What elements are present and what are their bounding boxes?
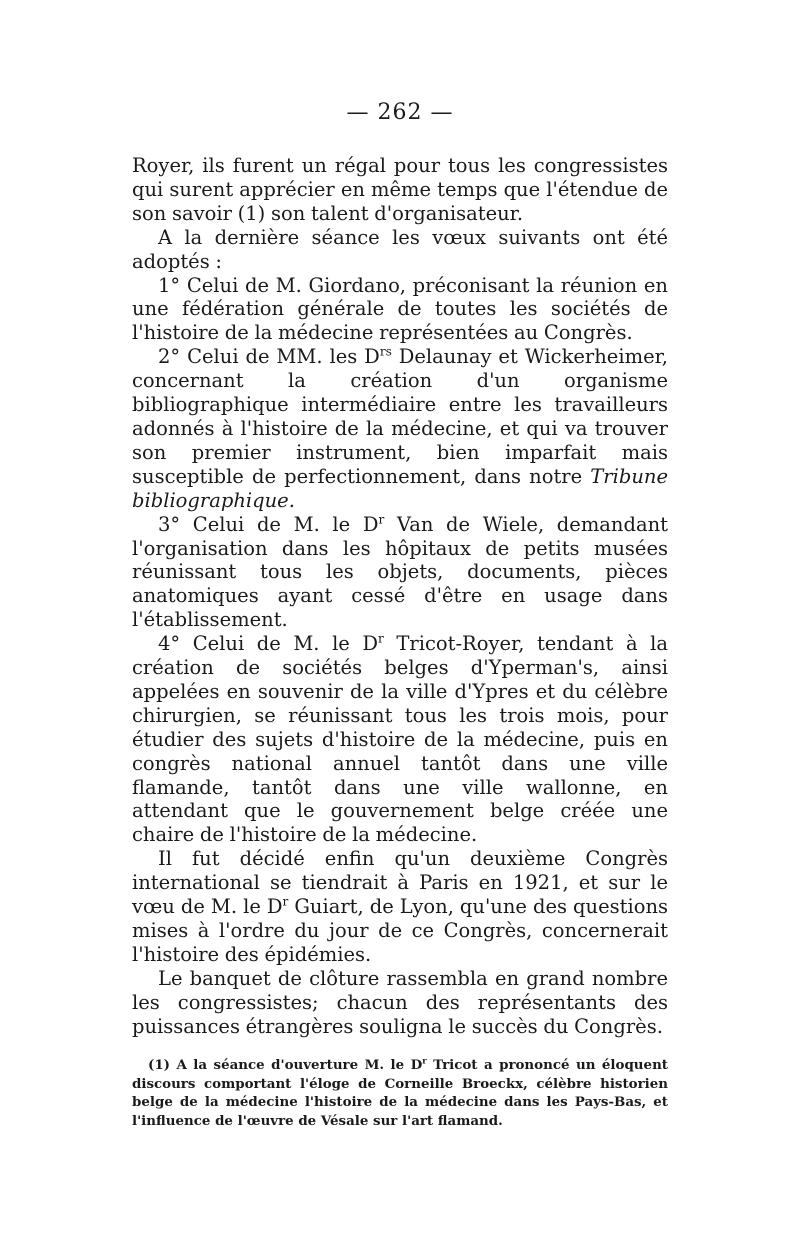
paragraph-5-superscript: r [378, 512, 385, 527]
paragraph-4-text-a: 2° Celui de MM. les D [158, 345, 380, 369]
paragraph-5-text-b: Van de Wiele, demandant l'organisation dans les hôpitaux de petits musées réunissant tous les objets, documents, pièces anatomiques ayant cessé d'être en usage dans l'établissement. [132, 512, 668, 632]
paragraph-6 [132, 632, 668, 847]
paragraph-4-text-b: Delaunay et Wickerheimer, concernant la création d'un organisme bibliographique intermédiaire entre les travailleurs adonnés à l'histoire de la médecine, et qui va trouver son premier instrument, bien imparfait mais susceptible de perfectionnement, dans notre [132, 345, 668, 488]
page-number: — 262 — [346, 100, 454, 125]
paragraph-5 [132, 513, 668, 633]
footnote [132, 1056, 668, 1130]
paragraph-1: Royer, ils furent un régal pour tous les congressistes qui surent apprécier en même temps que l'étendue de son savoir (1) son talent d'organisateur. [132, 154, 668, 225]
paragraph-7-text-b: Guiart, de Lyon, qu'une des questions mises à l'ordre du jour de ce Congrès, concernerait l'histoire des épidémies. [132, 895, 669, 966]
paragraph-5-text-a: 3° Celui de M. le D [158, 512, 379, 536]
paragraph-6-text-b: Tricot-Royer, tendant à la création de sociétés belges d'Yperman's, ainsi appelées en souvenir de la ville d'Ypres et du célèbre chirurgien, se réunissant tous les trois mois, pour étudier des sujets d'histoire de la médecine, puis en congrès national annuel tantôt dans une ville flamande, tantôt dans une ville wallonne, en attendant que le gouvernement belge créée une chaire de l'histoire de la médecine. [132, 632, 668, 847]
paragraph-4-italic-title: Tribune bibliographique. [132, 464, 668, 512]
paragraph-6-text-a: 4° Celui de M. le D [158, 632, 379, 656]
paragraph-7 [132, 847, 668, 967]
footnote-text-b: Tricot a prononcé un éloquent discours comportant l'éloge de Corneille Broeckx, célèbre historien belge de la médecine l'histoire de la médecine dans les Pays-Bas, et l'influence de l'œuvre de Vésale sur l'art flamand. [132, 1057, 668, 1129]
paragraph-3: 1° Celui de M. Giordano, préconisant la réunion en une fédération générale de toutes les sociétés de l'histoire de la médecine représentées au Congrès. [132, 273, 668, 345]
paragraph-2: A la dernière séance les vœux suivants ont été adoptés : [132, 225, 668, 273]
paragraph-4 [132, 345, 668, 512]
body-text [132, 154, 668, 1039]
paragraph-4-superscript: rs [379, 344, 392, 359]
paragraph-6-superscript: r [378, 631, 384, 646]
footnote-text [132, 1056, 668, 1130]
paragraph-8: Le banquet de clôture rassembla en grand nombre les congressistes; chacun des représentants des puissances étrangères souligna le succès du Congrès. [132, 966, 668, 1038]
paragraph-7-superscript: r [282, 894, 289, 909]
footnote-superscript: r [422, 1055, 427, 1066]
footnote-text-a: (1) A la séance d'ouverture M. le D [148, 1057, 423, 1073]
paragraph-7-text-a: Il fut décidé enfin qu'un deuxième Congrès international se tiendrait à Paris en 1921, et sur le vœu de M. le D [132, 847, 668, 919]
